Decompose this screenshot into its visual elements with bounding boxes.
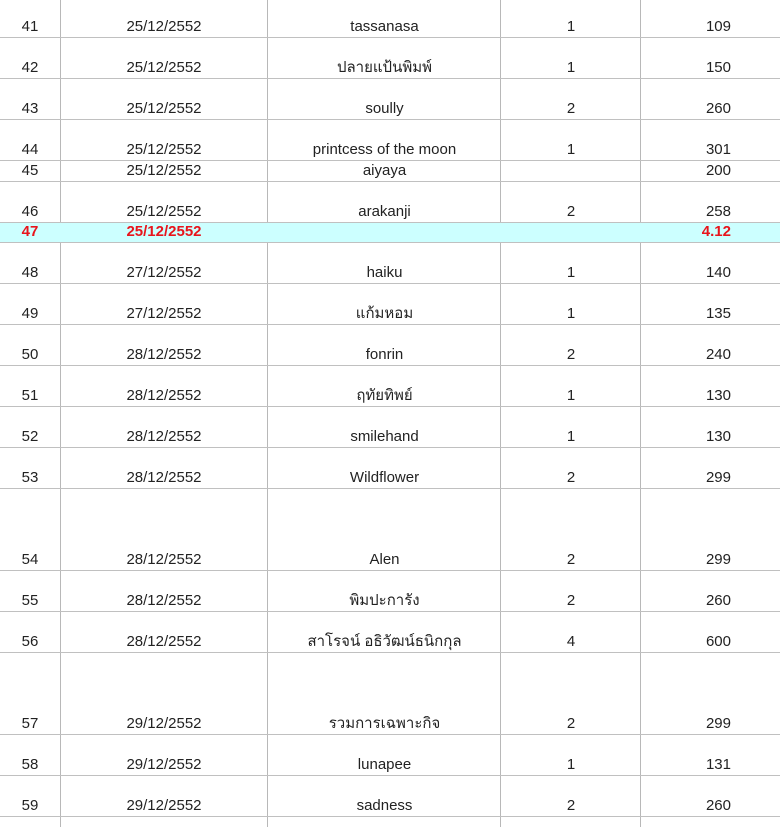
- cell-date[interactable]: 29/12/2552: [126, 756, 202, 773]
- cell-date[interactable]: 25/12/2552: [126, 162, 202, 179]
- cell-date[interactable]: 25/12/2552: [126, 18, 202, 35]
- table-row[interactable]: [0, 407, 780, 448]
- table-row[interactable]: [0, 817, 780, 837]
- cell-date[interactable]: 25/12/2552: [126, 59, 202, 76]
- table-row[interactable]: [0, 366, 780, 407]
- cell-amount[interactable]: 260: [705, 592, 731, 609]
- cell-no[interactable]: 49: [21, 305, 39, 322]
- cell-name[interactable]: พิมปะการัง: [349, 592, 420, 609]
- cell-qty[interactable]: 2: [566, 715, 576, 732]
- cell-no[interactable]: 54: [21, 551, 39, 568]
- cell-date[interactable]: 29/12/2552: [126, 797, 202, 814]
- cell-date[interactable]: 25/12/2552: [126, 223, 202, 240]
- cell-date[interactable]: 28/12/2552: [126, 346, 202, 363]
- cell-name[interactable]: tassanasa: [350, 18, 419, 35]
- cell-name[interactable]: printcess of the moon: [312, 141, 457, 158]
- cell-name[interactable]: haiku: [366, 264, 403, 281]
- cell-qty[interactable]: 2: [566, 346, 576, 363]
- cell-amount[interactable]: 299: [705, 469, 731, 486]
- table-row[interactable]: [0, 120, 780, 161]
- cell-date[interactable]: 25/12/2552: [126, 141, 202, 158]
- cell-amount[interactable]: 140: [705, 264, 731, 281]
- cell-date[interactable]: 28/12/2552: [126, 469, 202, 486]
- table-row[interactable]: [0, 182, 780, 223]
- cell-qty[interactable]: 1: [566, 59, 576, 76]
- cell-no[interactable]: 57: [21, 715, 39, 732]
- cell-date[interactable]: 27/12/2552: [126, 305, 202, 322]
- cell-amount[interactable]: 4.12: [701, 223, 731, 240]
- cell-qty[interactable]: 2: [566, 100, 576, 117]
- cell-qty[interactable]: 1: [566, 141, 576, 158]
- cell-qty[interactable]: 4: [566, 633, 576, 650]
- cell-name[interactable]: arakanji: [358, 203, 411, 220]
- cell-amount[interactable]: 109: [705, 18, 731, 35]
- cell-date[interactable]: 28/12/2552: [126, 633, 202, 650]
- cell-name[interactable]: sadness: [356, 797, 413, 814]
- cell-no[interactable]: 46: [21, 203, 39, 220]
- cell-amount[interactable]: 600: [705, 633, 731, 650]
- cell-qty[interactable]: 1: [566, 756, 576, 773]
- cell-no[interactable]: 59: [21, 797, 39, 814]
- cell-qty[interactable]: 1: [566, 264, 576, 281]
- cell-amount[interactable]: 240: [705, 346, 731, 363]
- cell-no[interactable]: 52: [21, 428, 39, 445]
- cell-no[interactable]: 44: [21, 141, 39, 158]
- cell-amount[interactable]: 301: [705, 141, 731, 158]
- cell-amount[interactable]: 260: [705, 797, 731, 814]
- table-row[interactable]: [0, 571, 780, 612]
- cell-name[interactable]: ฤทัยทิพย์: [356, 387, 413, 404]
- table-row[interactable]: [0, 489, 780, 571]
- cell-qty[interactable]: 2: [566, 797, 576, 814]
- cell-name[interactable]: aiyaya: [362, 162, 407, 179]
- cell-no[interactable]: 56: [21, 633, 39, 650]
- cell-date[interactable]: 25/12/2552: [126, 100, 202, 117]
- cell-no[interactable]: 42: [21, 59, 39, 76]
- cell-name[interactable]: lunapee: [357, 756, 412, 773]
- cell-qty[interactable]: 1: [566, 387, 576, 404]
- table-row[interactable]: [0, 79, 780, 120]
- cell-amount[interactable]: 258: [705, 203, 731, 220]
- cell-amount[interactable]: 260: [705, 100, 731, 117]
- cell-no[interactable]: 48: [21, 264, 39, 281]
- cell-no[interactable]: 45: [21, 162, 39, 179]
- cell-date[interactable]: 28/12/2552: [126, 387, 202, 404]
- cell-no[interactable]: 55: [21, 592, 39, 609]
- cell-qty[interactable]: 1: [566, 428, 576, 445]
- cell-amount[interactable]: 299: [705, 551, 731, 568]
- cell-name[interactable]: Alen: [369, 551, 400, 568]
- cell-date[interactable]: 27/12/2552: [126, 264, 202, 281]
- cell-name[interactable]: รวมการเฉพาะกิจ: [328, 715, 441, 732]
- cell-amount[interactable]: 135: [705, 305, 731, 322]
- cell-name[interactable]: fonrin: [365, 346, 404, 363]
- cell-amount[interactable]: 200: [705, 162, 731, 179]
- cell-amount[interactable]: 130: [705, 428, 731, 445]
- cell-amount[interactable]: 131: [705, 756, 731, 773]
- table-row[interactable]: [0, 448, 780, 489]
- cell-qty[interactable]: 2: [566, 469, 576, 486]
- cell-name[interactable]: soully: [365, 100, 404, 117]
- table-row[interactable]: [0, 223, 780, 243]
- cell-amount[interactable]: 130: [705, 387, 731, 404]
- cell-qty[interactable]: 1: [566, 18, 576, 35]
- cell-name[interactable]: smilehand: [350, 428, 419, 445]
- cell-no[interactable]: 51: [21, 387, 39, 404]
- table-row[interactable]: [0, 735, 780, 776]
- cell-no[interactable]: 43: [21, 100, 39, 117]
- cell-no[interactable]: 53: [21, 469, 39, 486]
- cell-no[interactable]: 58: [21, 756, 39, 773]
- table-row[interactable]: [0, 284, 780, 325]
- table-row[interactable]: [0, 612, 780, 653]
- cell-date[interactable]: 28/12/2552: [126, 551, 202, 568]
- cell-no[interactable]: 41: [21, 18, 39, 35]
- cell-amount[interactable]: 150: [705, 59, 731, 76]
- cell-name[interactable]: แก้มหอม: [355, 305, 414, 322]
- cell-qty[interactable]: 1: [566, 305, 576, 322]
- cell-name[interactable]: Wildflower: [349, 469, 420, 486]
- cell-date[interactable]: 29/12/2552: [126, 715, 202, 732]
- cell-date[interactable]: 28/12/2552: [126, 592, 202, 609]
- cell-date[interactable]: 28/12/2552: [126, 428, 202, 445]
- cell-qty[interactable]: 2: [566, 551, 576, 568]
- cell-date[interactable]: 25/12/2552: [126, 203, 202, 220]
- cell-no[interactable]: 47: [21, 223, 39, 240]
- cell-name[interactable]: ปลายแป้นพิมพ์: [336, 59, 433, 76]
- table-row[interactable]: [0, 776, 780, 817]
- cell-no[interactable]: 50: [21, 346, 39, 363]
- table-row[interactable]: [0, 325, 780, 366]
- table-row[interactable]: [0, 0, 780, 38]
- table-row[interactable]: [0, 243, 780, 284]
- table-row[interactable]: [0, 161, 780, 182]
- table-row[interactable]: [0, 653, 780, 735]
- cell-qty[interactable]: 2: [566, 592, 576, 609]
- cell-qty[interactable]: 2: [566, 203, 576, 220]
- cell-name[interactable]: สาโรจน์ อธิวัฒน์ธนิกกุล: [307, 633, 462, 650]
- table-row[interactable]: [0, 38, 780, 79]
- cell-amount[interactable]: 299: [705, 715, 731, 732]
